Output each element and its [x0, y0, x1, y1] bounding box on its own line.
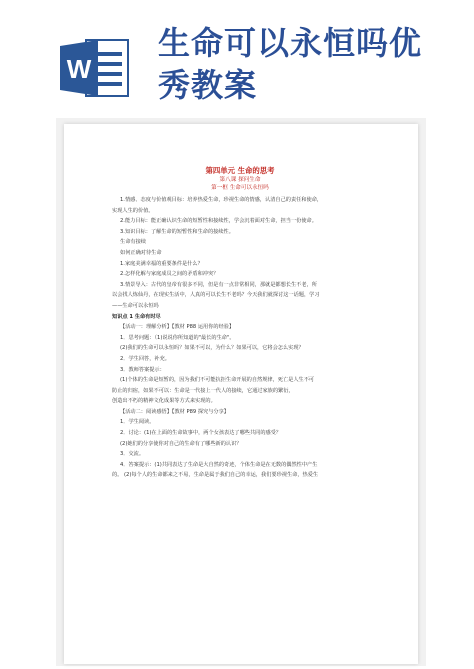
body-line: 3.知识目标：了解生命的短暂性和生命的接续性。: [120, 228, 234, 235]
document-content: [112, 165, 368, 481]
body-line: (2)我们的生命可以永恒吗？如果不可以，为什么？如果可以，它将会怎么实现？: [120, 345, 304, 352]
body-line: 2．讨论：(1)在上面的生命故事中，两个女孩表达了哪些共同的感受？: [120, 430, 282, 437]
body-line: 生命有接续: [120, 239, 146, 246]
body-line: 3.情景导入：古代的皇帝有很多不同，但是有一点非常相同，那就是都想长生不老，所: [120, 281, 317, 288]
document-body: [112, 195, 368, 481]
unit-title: 第四单元 生命的思考: [205, 166, 275, 175]
body-line: 知识点 1 生命有时尽: [112, 313, 161, 320]
body-line: 2．学生回答，补充。: [120, 355, 170, 362]
body-line: ——生命可以永恒吗: [112, 302, 159, 309]
body-line: 4．答案提示：(1)共同表达了生命是大自然的奇迹，个体生命是在无数的偶然性中产生: [120, 461, 318, 468]
body-line: 2.能力目标：能正确认识生命的短暂性和接续性，学会沉着面对生命，担当一份使命。: [120, 218, 317, 225]
body-line: 1.家庭美满幸福的重要条件是什么？: [120, 260, 203, 267]
body-line: 【活动一：理解分析】【教材 P88 运用你的经验】: [120, 324, 235, 331]
header-banner: [0, 0, 474, 118]
body-line: 【活动二：阅读感悟】【教材 P89 探究与分享】: [120, 408, 229, 415]
body-line: 创造出不朽的精神文化成果等方式来实现的。: [112, 398, 216, 405]
body-line: 以会找人炼仙丹，在现实生活中，人真的可以长生不老吗？今天我们就探讨这一话题，学习: [112, 292, 320, 299]
body-line: 3．教师答案提示：: [120, 366, 165, 373]
page-title-line-2: 秀教案: [158, 66, 258, 104]
body-line: 3．交流。: [120, 451, 145, 458]
section-title: 第一框 生命可以永恒吗: [211, 185, 269, 191]
body-line: 1．思考问题：（1)说说你所知道的"最长的生命"。: [120, 334, 235, 341]
body-line: 1.情感、态度与价值观目标：培养热爱生命，珍视生命的情感，认清自己的责任和使命，: [120, 197, 323, 203]
body-line: 实现人生的价值。: [112, 207, 154, 214]
body-line: 如何正确对待生命: [120, 249, 162, 256]
page-title: [158, 22, 458, 106]
body-line: 的。 (2)每个人的生命都来之不易，生命是属于我们自己的幸运，我们要珍视生命，热爱生: [112, 472, 319, 479]
lesson-title: 第八课 探问生命: [219, 177, 261, 183]
body-line: 1．学生阅读。: [120, 419, 155, 426]
svg-text:W: W: [66, 54, 92, 84]
body-line: (1)个体的生命是短暂的，因为我们不可能抗拒生命开展的自然规律，死亡是人生不可: [120, 377, 315, 384]
page-title-line-1: 生命可以永恒吗优: [158, 24, 423, 62]
word-document-icon: [60, 38, 132, 98]
body-line: 防止的归宿，如果不可以：生命是一代接上一代人的接续，它通过家族的繁衍，: [112, 387, 294, 394]
body-line: (2)她们的分享使你对自己的生命有了哪些新的认识？: [120, 440, 242, 447]
body-line: 2.怎样化解与家庭成员之间的矛盾和冲突？: [120, 271, 219, 278]
